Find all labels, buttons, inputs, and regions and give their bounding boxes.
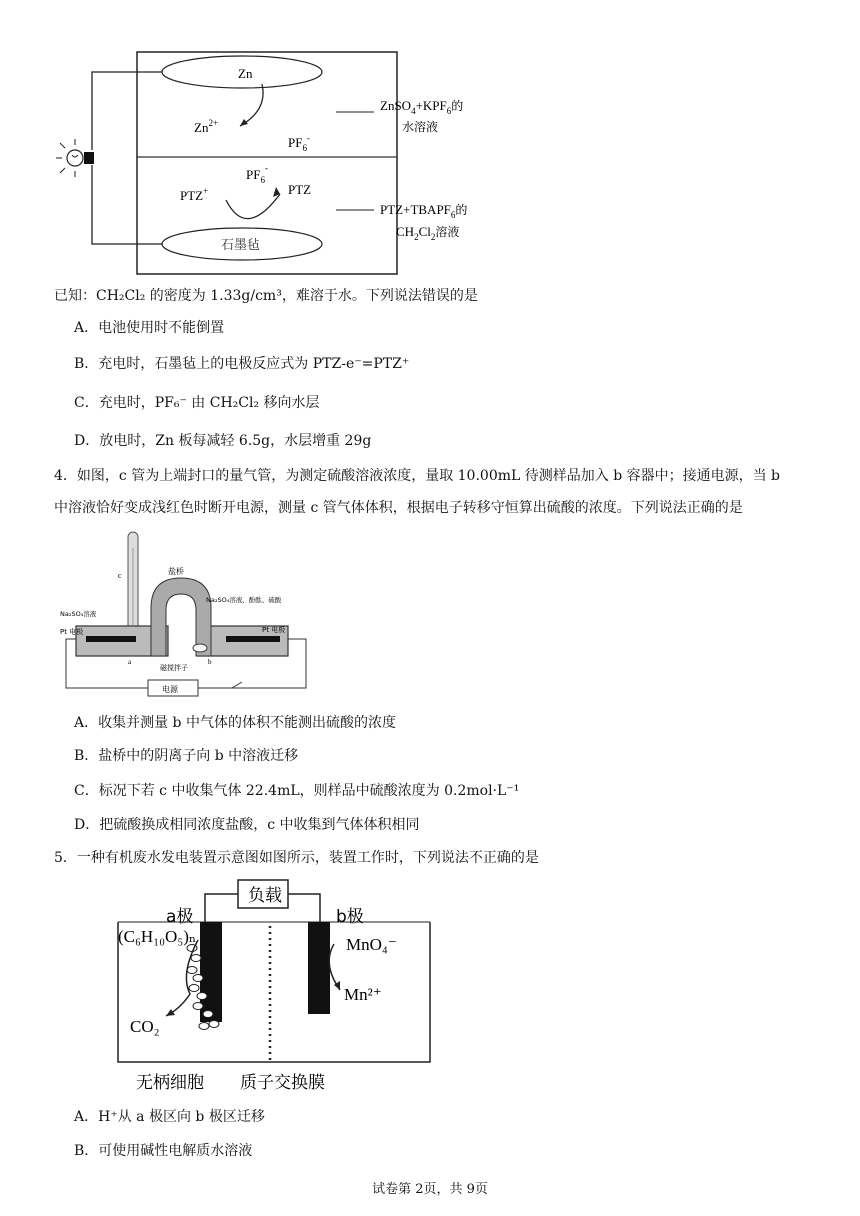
page-footer: 试卷第 2页，共 9页 [372,1182,488,1197]
svg-text:石墨毡: 石墨毡 [221,238,261,253]
q3-option-c: C．充电时，PF₆⁻ 由 CH₂Cl₂ 移向水层 [74,395,320,411]
q5-option-b: B．可使用碱性电解质水溶液 [74,1143,253,1159]
q4-option-d: D．把硫酸换成相同浓度盐酸，c 中收集到气体体积相同 [74,817,420,833]
svg-text:盐桥: 盐桥 [168,567,184,576]
light-bulb-icon [56,139,94,177]
electrolysis-diagram [56,528,316,700]
svg-text:CO₂: CO₂ [130,1017,160,1036]
q3-option-b: B．充电时，石墨毡上的电极反应式为 PTZ-e⁻=PTZ⁺ [74,356,410,372]
svg-text:b: b [208,658,212,666]
q3-known: 已知：CH₂Cl₂ 的密度为 1.33g/cm³，难溶于水。下列说法错误的是 [54,288,478,304]
svg-text:ZnSO4+KPF6的: $ZnSO_4+KPF_6$的 [380,98,464,116]
battery-diagram [40,40,520,280]
zn-label: Zn [238,66,253,81]
svg-text:PTZ+TBAPF6的: $PTZ+TBAPF_6$的 [380,202,468,220]
svg-text:Mn²⁺: Mn²⁺ [344,985,382,1004]
svg-text:c: c [118,571,122,580]
svg-text:PTZ: PTZ [288,182,312,197]
q5-option-a: A．H⁺从 a 极区向 b 极区迁移 [74,1109,265,1125]
svg-text:水溶液: 水溶液 [402,120,439,134]
svg-text:Pt 电极: Pt 电极 [60,628,84,636]
q3-option-d: D．放电时，Zn 板每减轻 6.5g，水层增重 29g [74,433,372,449]
svg-text:Na₂SO₄溶液、酚酞、硫酸: Na₂SO₄溶液、酚酞、硫酸 [206,596,282,604]
svg-text:质子交换膜: 质子交换膜 [240,1073,325,1093]
q4-stem-line2: 中溶液恰好变成浅红色时断开电源，测量 c 管气体体积，根据电子转移守恒算出硫酸的浓度。下列说法正确的是 [54,500,743,516]
svg-text:Zn2+: $Zn^{2+}$ [194,118,219,135]
svg-text:无柄细胞: 无柄细胞 [136,1073,204,1093]
q4-option-b: B．盐桥中的阴离子向 b 中溶液迁移 [74,748,299,764]
svg-text:Na₂SO₄溶液: Na₂SO₄溶液 [60,610,97,618]
svg-text:PTZ+: PTZ+ [180,186,209,203]
svg-text:电源: 电源 [162,685,178,694]
svg-text:PF6-: $PF_6^-$ [246,163,268,185]
svg-text:PF6-: $PF_6^-$ [288,133,310,153]
svg-text:b极: b极 [336,907,364,927]
svg-text:a: a [128,658,132,666]
svg-text:MnO₄⁻: MnO₄⁻ [346,935,397,954]
q5-stem: 5．一种有机废水发电装置示意图如图所示，装置工作时，下列说法不正确的是 [54,850,539,866]
q3-option-a: A．电池使用时不能倒置 [74,320,225,336]
svg-text:a极: a极 [166,907,194,927]
svg-text:磁搅拌子: 磁搅拌子 [160,664,188,672]
q4-stem-line1: 4．如图，c 管为上端封口的量气管，为测定硫酸溶液浓度，量取 10.00mL 待测样品加入 b 容器中；接通电源，当 b [54,468,781,484]
svg-text:(C₆H₁₀O₅)ₙ: (C₆H₁₀O₅)ₙ [118,927,197,946]
svg-text:Pt 电极: Pt 电极 [262,626,286,634]
q4-option-a: A．收集并测量 b 中气体的体积不能测出硫酸的浓度 [74,715,396,731]
svg-text:CH2Cl2溶液: $CH_2Cl_2$溶液 [396,224,460,242]
fuel-cell-diagram [110,874,440,1102]
q4-option-c: C．标况下若 c 中收集气体 22.4mL，则样品中硫酸浓度为 0.2mol·L⁻¹ [74,783,520,799]
svg-text:负载: 负载 [248,886,282,906]
